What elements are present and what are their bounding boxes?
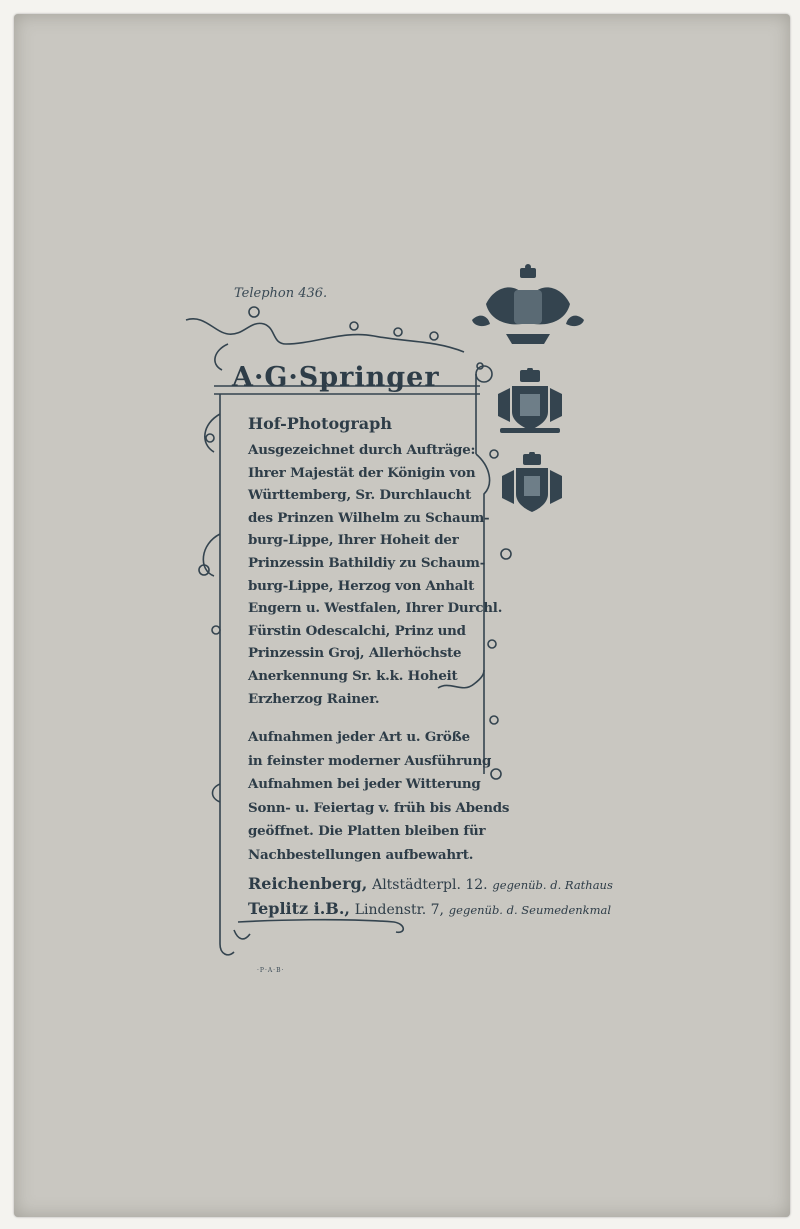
services-line: Aufnahmen bei jeder Witterung [248,776,481,793]
honours-line: burg-Lippe, Herzog von Anhalt [248,577,475,594]
honours-line: des Prinzen Wilhelm zu Schaum- [248,509,490,526]
services-line: Sonn- u. Feiertag v. früh bis Abends [248,799,510,816]
address-teplitz [248,899,611,918]
honours-line: Prinzessin Groj, Allerhöchste [248,645,462,662]
honours-line: Ihrer Majestät der Königin von [248,464,476,481]
address-reichenberg [248,874,613,893]
honours-line: Prinzessin Bathildiy zu Schaum- [248,554,486,571]
honours-line: Ausgezeichnet durch Aufträge: [248,442,476,458]
services-line: Aufnahmen jeder Art u. Größe [248,729,470,745]
services-line: in feinster moderner Ausführung [248,752,492,769]
honours-line: Erzherzog Rainer. [248,690,380,707]
services-text [248,726,548,868]
studio-title: Hof-Photograph [248,414,392,433]
honours-line: Fürstin Odescalchi, Prinz und [248,622,466,639]
honours-line: burg-Lippe, Ihrer Hoheit der [248,532,459,549]
services-line: geöffnet. Die Platten bleiben für [248,823,486,840]
services-line: Nachbestellungen aufbewahrt. [248,846,474,863]
crowned-eagle-crest-icon [466,264,590,348]
address-street: Altstädterpl. 12. [372,877,488,893]
photo-card-back [14,14,790,1217]
address-city: Teplitz i.B., [248,899,350,918]
honours-text [248,439,518,710]
honours-line: Württemberg, Sr. Durchlaucht [248,487,472,504]
crowned-shield-crest-icon [492,368,568,436]
address-city: Reichenberg, [248,874,368,893]
address-note: gegenüb. d. Seumedenkmal [448,903,612,917]
telephone-number: Telephon 436. [234,286,328,301]
printer-mark: ·P·A·B· [257,967,285,974]
honours-line: Anerkennung Sr. k.k. Hoheit [248,667,458,684]
address-note: gegenüb. d. Rathaus [492,878,613,892]
studio-name: A·G·Springer [232,362,440,393]
address-street: Lindenstr. 7, [354,902,445,918]
honours-line: Engern u. Westfalen, Ihrer Durchl. [248,600,503,617]
